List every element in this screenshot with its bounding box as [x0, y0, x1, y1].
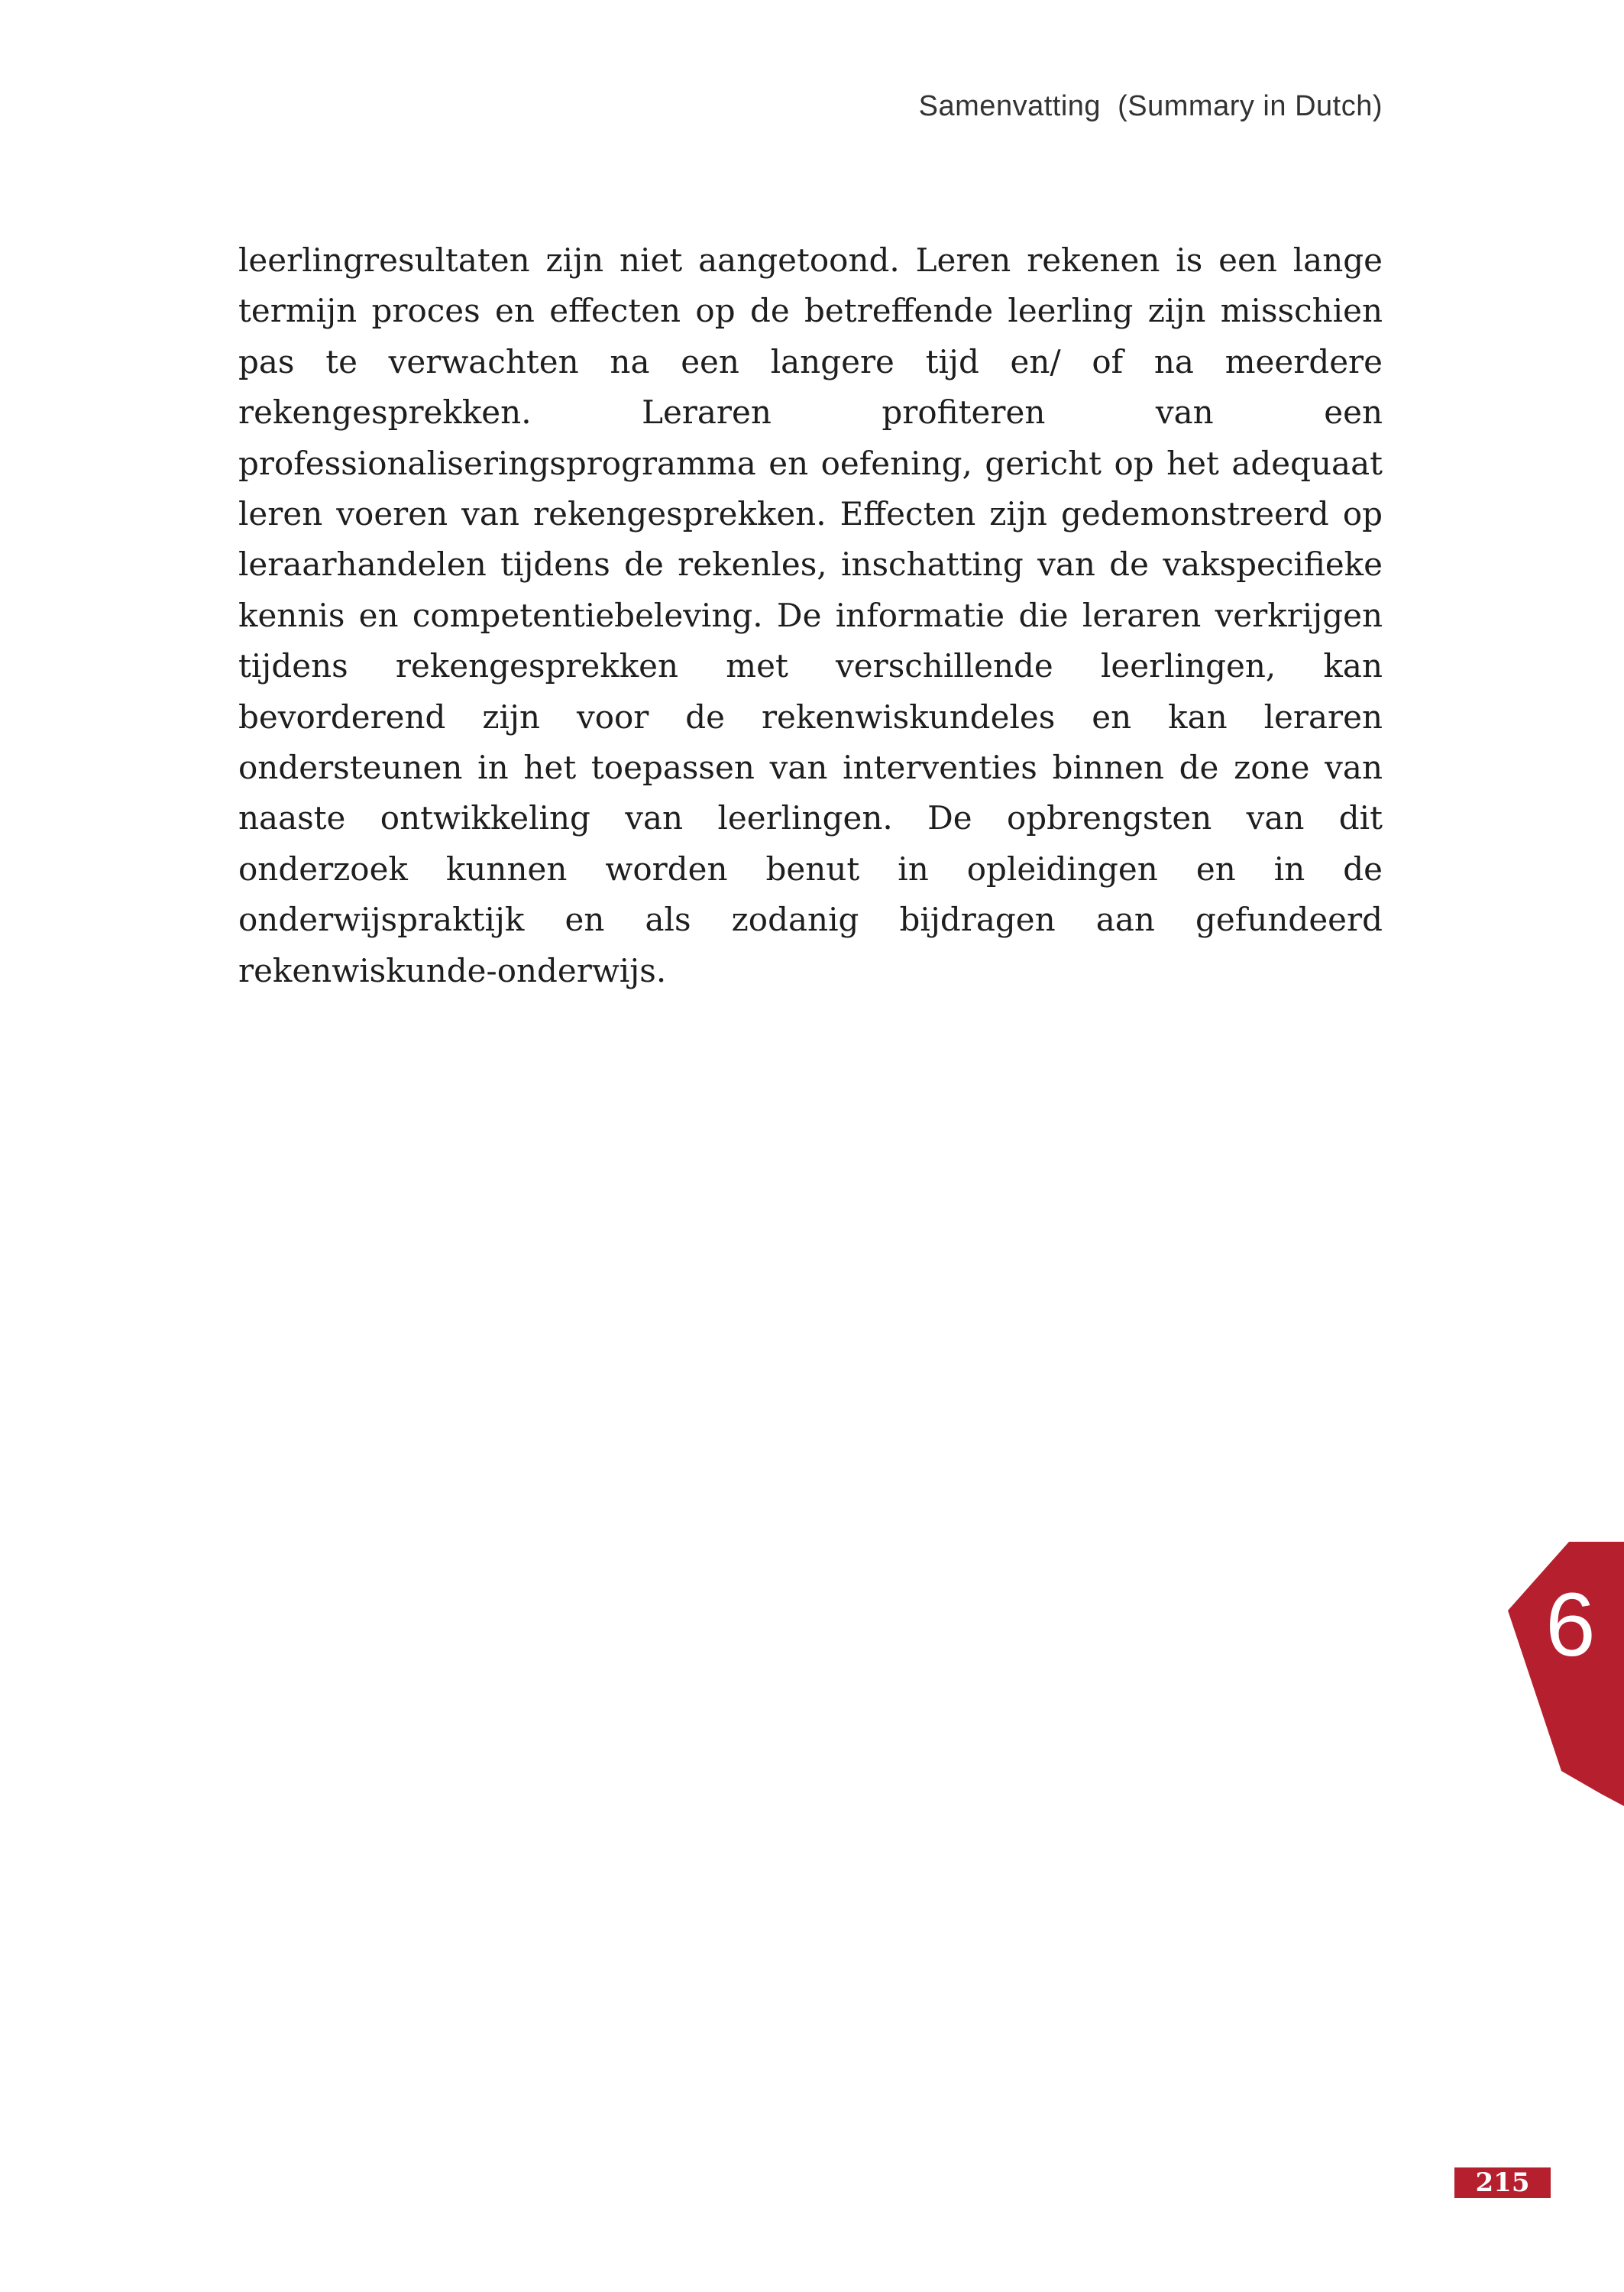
body-paragraph: leerlingresultaten zijn niet aangetoond. Leren rekenen is een lange termijn proces en effecten op de betreffende leerling zijn misschien pas te verwachten na een langere tijd en/ of na meerdere rekengesprekken. Leraren profiteren van een professionaliseringsprogramma en oefening, gericht op het adequaat leren voeren van rekengesprekken. Effecten zijn gedemonstreerd op leraarhandelen tijdens de rekenles, inschatting van de vakspecifieke kennis en competentiebeleving. De informatie die leraren verkrijgen tijdens rekengesprekken met verschillende leerlingen, kan bevorderend zijn voor de rekenwiskundeles en kan leraren ondersteunen in het toepassen van interventies binnen de zone van naaste ontwikkeling van leerlingen. De opbrengsten van dit onderzoek kunnen worden benut in opleidingen en in de onderwijspraktijk en als zodanig bijdragen aan gefundeerd rekenwiskunde-onderwijs.	[238, 241, 1383, 989]
chapter-number: 6	[1545, 1575, 1596, 1675]
running-header: Samenvatting (Summary in Dutch)	[918, 90, 1383, 122]
page-number: 215	[1454, 2167, 1551, 2198]
